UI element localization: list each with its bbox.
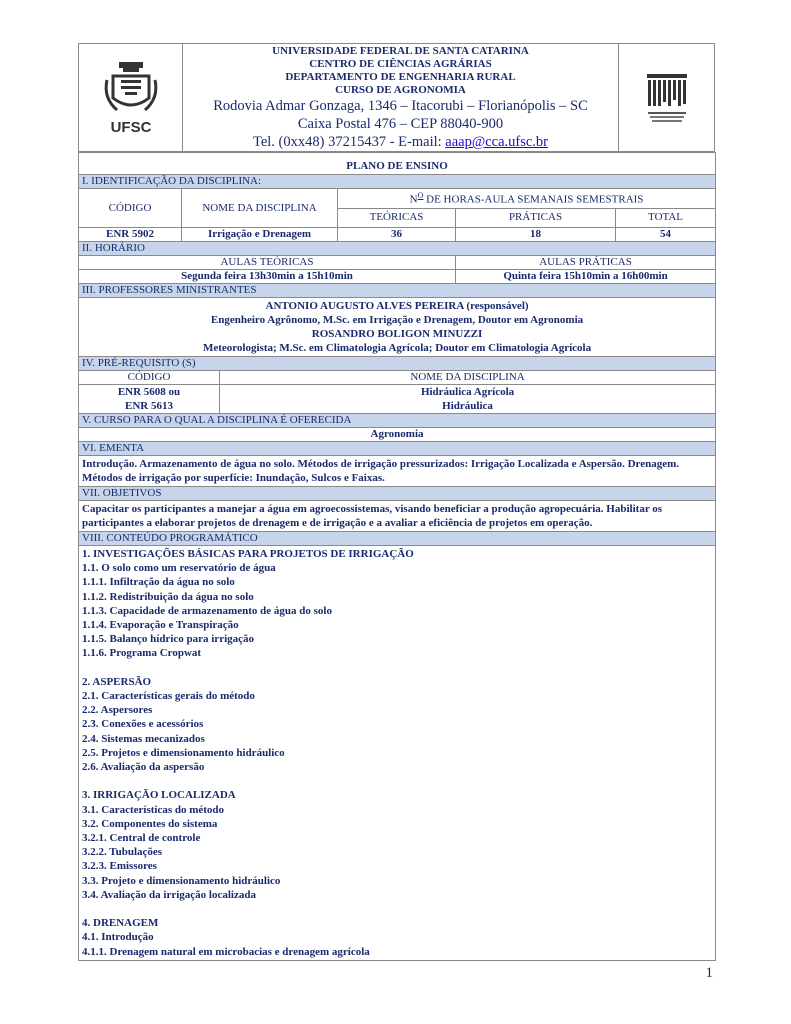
document xyxy=(78,43,715,961)
col-aulas-teoricas: AULAS TEÓRICAS xyxy=(79,256,456,270)
schedule-theory: Segunda feira 13h30min a 15h10min xyxy=(79,270,456,284)
department-logo xyxy=(618,44,714,151)
content-item: 2. ASPERSÃO xyxy=(82,675,152,688)
col-aulas-praticas: AULAS PRÁTICAS xyxy=(456,256,716,270)
professor-1-name: ANTONIO AUGUSTO ALVES PEREIRA (responsável) xyxy=(265,300,529,312)
postal-box: Caixa Postal 476 – CEP 88040-900 xyxy=(297,116,504,132)
department-emblem-icon xyxy=(642,68,692,128)
center-name: CENTRO DE CIÊNCIAS AGRÁRIAS xyxy=(309,58,492,70)
letterhead xyxy=(78,43,715,152)
svg-text:UFSC: UFSC xyxy=(110,118,151,136)
discipline-name: Irrigação e Drenagem xyxy=(182,228,338,242)
hours-theory: 36 xyxy=(338,228,456,242)
university-name: UNIVERSIDADE FEDERAL DE SANTA CATARINA xyxy=(272,45,529,57)
content-item: 3.2.2. Tubulações xyxy=(82,846,163,859)
content-list xyxy=(79,546,716,961)
prereq-col-nome: NOME DA DISCIPLINA xyxy=(220,371,716,385)
telephone: Tel. (0xx48) 37215437 - E-mail: xyxy=(253,134,446,150)
content-item: 3.2. Componentes do sistema xyxy=(82,817,218,830)
section-content-heading: VIII. CONTEÚDO PROGRAMÁTICO xyxy=(79,532,716,546)
hours-practice: 18 xyxy=(456,228,616,242)
professor-2-desc: Meteorologista; M.Sc. em Climatologia Agrícola; Doutor em Climatologia Agrícola xyxy=(202,342,592,354)
section-professors-heading: III. PROFESSORES MINISTRANTES xyxy=(79,284,716,298)
content-item: 3.3. Projeto e dimensionamento hidráulico xyxy=(82,874,281,887)
content-item: 2.5. Projetos e dimensionamento hidráulico xyxy=(82,746,285,759)
col-horas: $N^O$ DE HORAS-AULA SEMANAIS SEMESTRAIS xyxy=(338,189,716,209)
content-item xyxy=(82,661,712,675)
plan-title: PLANO DE ENSINO xyxy=(79,153,716,175)
content-item: 1.1.4. Evaporação e Transpiração xyxy=(82,619,239,632)
page-number: 1 xyxy=(705,965,713,981)
content-item: 2.1. Características gerais do método xyxy=(82,690,255,703)
content-item: 2.6. Avaliação da aspersão xyxy=(82,761,205,774)
content-item: 1.1. O solo como um reservatório de água xyxy=(82,562,276,575)
content-item: 1.1.3. Capacidade de armazenamento de água do solo xyxy=(82,604,332,617)
department-name: DEPARTAMENTO DE ENGENHARIA RURAL xyxy=(285,71,516,83)
professor-1-desc: Engenheiro Agrônomo, M.Sc. em Irrigação e Drenagem, Doutor em Agronomia xyxy=(210,314,584,326)
ufsc-crest-icon xyxy=(101,58,161,138)
content-item xyxy=(82,774,712,788)
content-item: 1.1.1. Infiltração da água no solo xyxy=(82,576,235,589)
section-syllabus-heading: VI. EMENTA xyxy=(79,442,716,456)
content-item: 4.1.1. Drenagem natural em microbacias e drenagem agrícola xyxy=(82,945,370,958)
content-item xyxy=(82,902,712,916)
prereq-code-1: ENR 5608 ou xyxy=(117,386,181,398)
content-item: 3.2.1. Central de controle xyxy=(82,832,201,845)
professor-2-name: ROSANDRO BOLIGON MINUZZI xyxy=(311,328,483,340)
content-item: 1.1.5. Balanço hídrico para irrigação xyxy=(82,633,255,646)
content-item: 3.2.3. Emissores xyxy=(82,860,157,873)
objectives-text: Capacitar os participantes a manejar a água em agroecossistemas, visando beneficiar a produção agropecuária. Habilitar os participantes a elaborar projetos de drenagem e de irrigação e a avaliar a eficiência de projetos em operação. xyxy=(79,501,716,532)
prereq-codes xyxy=(79,385,220,414)
content-item: 3.1. Características do método xyxy=(82,803,225,816)
col-teoricas: TEÓRICAS xyxy=(338,208,456,228)
course-name: CURSO DE AGRONOMIA xyxy=(335,84,466,96)
content-item: 2.3. Conexões e acessórios xyxy=(82,718,204,731)
professors xyxy=(79,298,716,357)
col-praticas: PRÁTICAS xyxy=(456,208,616,228)
plan-table xyxy=(78,152,716,961)
prereq-name-2: Hidráulica xyxy=(442,400,493,412)
content-item: 4. DRENAGEM xyxy=(82,917,159,930)
content-item: 2.4. Sistemas mecanizados xyxy=(82,732,205,745)
content-item: 1. INVESTIGAÇÕES BÁSICAS PARA PROJETOS DE IRRIGAÇÃO xyxy=(82,548,414,560)
ufsc-logo xyxy=(79,44,183,151)
section-objectives-heading: VII. OBJETIVOS xyxy=(79,487,716,501)
schedule-practice: Quinta feira 15h10min a 16h00min xyxy=(456,270,716,284)
section-prerequisites-heading: IV. PRÉ-REQUISITO (S) xyxy=(79,357,716,371)
discipline-code: ENR 5902 xyxy=(79,228,182,242)
col-nome: NOME DA DISCIPLINA xyxy=(182,189,338,228)
prereq-name-1: Hidráulica Agrícola xyxy=(420,386,515,398)
course-value: Agronomia xyxy=(79,428,716,442)
content-item: 2.2. Aspersores xyxy=(82,704,153,717)
section-schedule-heading: II. HORÁRIO xyxy=(79,242,716,256)
syllabus-text: Introdução. Armazenamento de água no solo. Métodos de irrigação pressurizados: Irrigação Localizada e Aspersão. Drenagem. Métodos de irrigação por superfície: Inundação, Sulcos e Faixas. xyxy=(79,456,716,487)
content-item: 4.1. Introdução xyxy=(82,931,154,944)
content-item: 3.4. Avaliação da irrigação localizada xyxy=(82,888,256,901)
content-item: 1.1.2. Redistribuição da água no solo xyxy=(82,590,254,603)
content-item: 1.1.6. Programa Cropwat xyxy=(82,647,202,660)
col-total: TOTAL xyxy=(616,208,716,228)
col-codigo: CÓDIGO xyxy=(79,189,182,228)
content-item: 3. IRRIGAÇÃO LOCALIZADA xyxy=(82,789,236,802)
email-link[interactable]: aaap@cca.ufsc.br xyxy=(445,134,548,150)
section-identification-heading: I. IDENTIFICAÇÃO DA DISCIPLINA: xyxy=(79,175,716,189)
prereq-code-2: ENR 5613 xyxy=(125,400,173,412)
address: Rodovia Admar Gonzaga, 1346 – Itacorubi – Florianópolis – SC xyxy=(213,98,588,114)
prereq-names xyxy=(220,385,716,414)
institution-info xyxy=(183,44,618,151)
section-course-heading: V. CURSO PARA O QUAL A DISCIPLINA É OFERECIDA xyxy=(79,414,716,428)
prereq-col-codigo: CÓDIGO xyxy=(79,371,220,385)
hours-total: 54 xyxy=(616,228,716,242)
contact xyxy=(183,133,618,151)
